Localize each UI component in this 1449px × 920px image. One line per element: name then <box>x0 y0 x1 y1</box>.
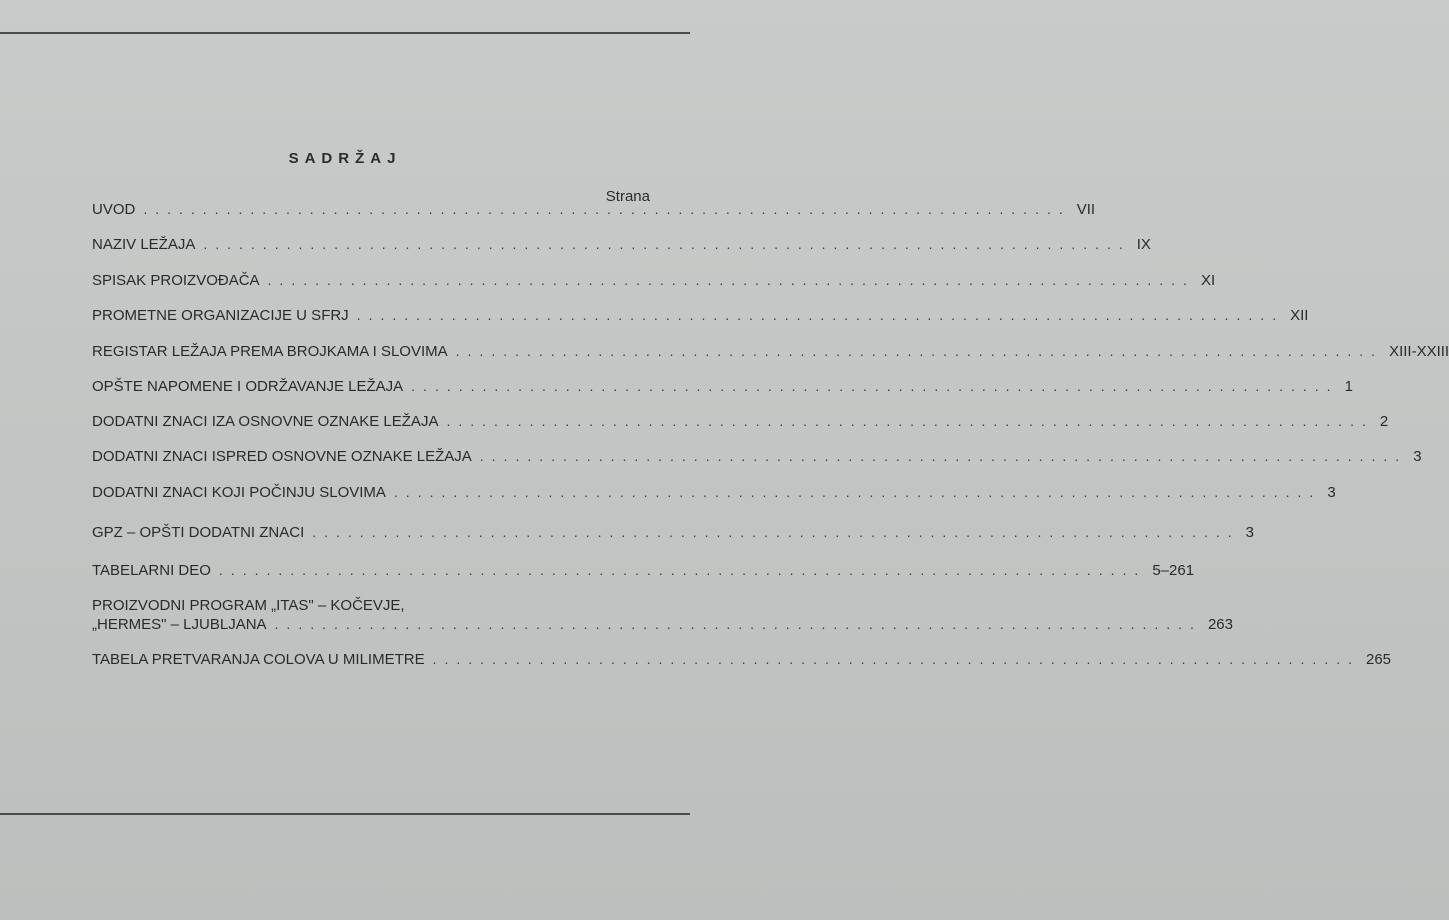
toc-label: „HERMES" – LJUBLJANA <box>92 616 267 633</box>
toc-label: OPŠTE NAPOMENE I ODRŽAVANJE LEŽAJA <box>92 378 404 395</box>
toc-page: XII <box>1290 307 1309 324</box>
toc-page: XI <box>1200 272 1216 289</box>
toc-entry-dodatni-znaci-ispred[interactable] <box>92 447 1422 466</box>
toc-page: 3 <box>1413 448 1422 465</box>
leader-dots: .............................................................................. <box>455 343 1384 359</box>
toc-label: TABELARNI DEO <box>92 562 211 579</box>
toc-page: XIII-XXIII <box>1389 343 1449 360</box>
toc-label: NAZIV LEŽAJA <box>92 236 196 253</box>
toc-entry-tabelarni-deo[interactable] <box>92 561 1195 580</box>
toc-page: 2 <box>1379 413 1389 430</box>
toc-label: REGISTAR LEŽAJA PREMA BROJKAMA I SLOVIMA <box>92 343 448 360</box>
toc-page: 265 <box>1366 651 1392 668</box>
toc-page: 3 <box>1245 524 1254 541</box>
toc-entry-dodatni-znaci-slovima[interactable] <box>92 483 1336 502</box>
toc-label: DODATNI ZNACI KOJI POČINJU SLOVIMA <box>92 484 386 501</box>
toc-entry-gpz[interactable] <box>92 523 1254 542</box>
leader-dots: .............................................................................. <box>312 524 1240 540</box>
toc-label: GPZ – OPŠTI DODATNI ZNACI <box>92 524 305 541</box>
toc-label: UVOD <box>92 201 136 218</box>
leader-dots: .............................................................................. <box>479 448 1408 464</box>
toc-entry-dodatni-znaci-iza[interactable] <box>92 412 1389 431</box>
toc-label-line1: PROIZVODNI PROGRAM „ITAS" – KOČEVJE, <box>92 597 405 614</box>
toc-entry-naziv-lezaja[interactable] <box>92 235 1151 254</box>
toc-page: 3 <box>1327 484 1336 501</box>
toc-page: 263 <box>1207 616 1233 633</box>
leader-dots: .............................................................................. <box>411 378 1339 394</box>
toc-entry-proizvodni-program[interactable] <box>92 596 1233 634</box>
leader-dots: .............................................................................. <box>393 484 1322 500</box>
toc-entry-tabela-pretvaranja[interactable] <box>92 650 1392 669</box>
leader-dots: .............................................................................. <box>218 562 1147 578</box>
toc-entry-registar-lezaja[interactable] <box>92 342 1449 361</box>
bottom-rule <box>0 813 690 815</box>
toc-page: 1 <box>1344 378 1353 395</box>
toc-entry-uvod[interactable] <box>92 200 1096 219</box>
leader-dots: .............................................................................. <box>267 272 1195 288</box>
toc-entry-prometne-organizacije[interactable] <box>92 306 1309 325</box>
leader-dots: .............................................................................. <box>203 236 1131 252</box>
toc-label: SPISAK PROIZVOĐAČA <box>92 272 260 289</box>
top-rule <box>0 32 690 34</box>
toc-label: DODATNI ZNACI IZA OSNOVNE OZNAKE LEŽAJA <box>92 413 439 430</box>
leader-dots: .............................................................................. <box>432 651 1360 667</box>
leader-dots: .............................................................................. <box>143 201 1071 217</box>
toc-label: TABELA PRETVARANJA COLOVA U MILIMETRE <box>92 651 425 668</box>
leader-dots: .............................................................................. <box>446 413 1374 429</box>
toc-page: 5–261 <box>1152 562 1195 579</box>
leader-dots: .............................................................................. <box>274 616 1202 632</box>
toc-label: PROMETNE ORGANIZACIJE U SFRJ <box>92 307 349 324</box>
strana-label: Strana <box>605 188 650 205</box>
toc-page: IX <box>1136 236 1151 253</box>
toc-entry-opste-napomene[interactable] <box>92 377 1353 396</box>
toc-entry-spisak-proizvodjaca[interactable] <box>92 271 1216 290</box>
leader-dots: .............................................................................. <box>356 307 1285 323</box>
page-title: SADRŽAJ <box>288 150 402 167</box>
toc-label: DODATNI ZNACI ISPRED OSNOVNE OZNAKE LEŽAJA <box>92 448 472 465</box>
toc-page: VII <box>1076 201 1096 218</box>
